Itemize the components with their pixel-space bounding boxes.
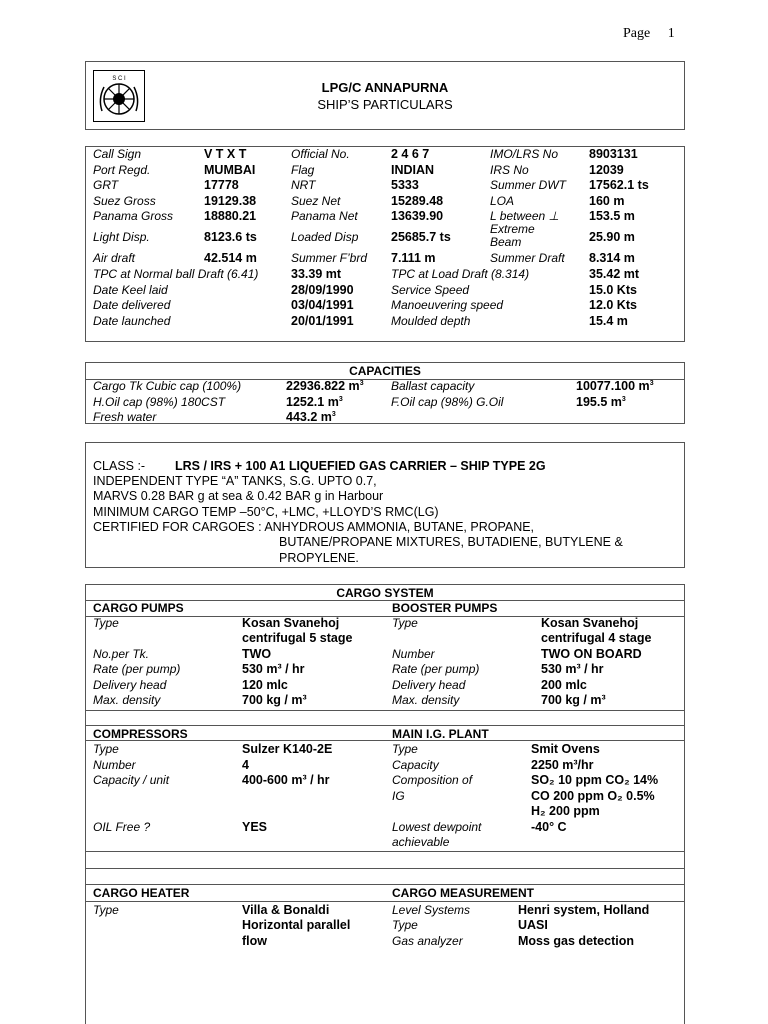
unit-superscript: 3 <box>331 410 336 418</box>
unit-superscript: 3 <box>621 395 626 403</box>
ig-plant-title: MAIN I.G. PLANT <box>392 727 489 741</box>
class-line: CERTIFIED FOR CARGOES : ANHYDROUS AMMONIA, BUTANE, PROPANE, <box>93 519 535 534</box>
compressor-label: Capacity / unit <box>93 773 170 787</box>
particular-value: 25685.7 ts <box>391 230 451 244</box>
ig-value: 2250 m³/hr <box>531 758 594 772</box>
compressor-value: YES <box>242 820 268 834</box>
particular-value: INDIAN <box>391 163 435 177</box>
heater-label: Type <box>93 903 119 917</box>
heater-value: flow <box>242 934 267 948</box>
particular-value: 160 m <box>589 194 625 208</box>
pump-label: Delivery head <box>93 678 167 692</box>
pump-label: Rate (per pump) <box>392 662 480 676</box>
cargo-system-box <box>85 584 685 1024</box>
page-number-value: 1 <box>667 26 675 41</box>
measurement-label: Gas analyzer <box>392 934 463 948</box>
particular-label: Panama Gross <box>93 209 174 223</box>
capacity-label: Cargo Tk Cubic cap (100%) <box>93 379 242 393</box>
particular-value: 20/01/1991 <box>291 314 354 328</box>
ig-label: IG <box>392 789 405 803</box>
particular-value: 33.39 mt <box>291 267 342 281</box>
particular-value: 8903131 <box>589 147 638 161</box>
pump-value: Kosan Svanehoj <box>242 616 340 630</box>
pump-label: Number <box>392 647 435 661</box>
particular-label: Call Sign <box>93 147 142 161</box>
particular-value: 153.5 m <box>589 209 635 223</box>
particular-label: NRT <box>291 178 316 192</box>
horizontal-rule <box>86 851 684 852</box>
particular-value: 2 4 6 7 <box>391 147 430 161</box>
ig-label: Type <box>392 742 418 756</box>
horizontal-rule <box>86 740 684 741</box>
ig-value: Smit Ovens <box>531 742 600 756</box>
capacity-label: H.Oil cap (98%) 180CST <box>93 395 226 409</box>
compressor-value: Sulzer K140-2E <box>242 742 333 756</box>
pump-value: centrifugal 4 stage <box>541 631 652 645</box>
ig-value: SO₂ 10 ppm CO₂ 14% <box>531 773 659 787</box>
pump-label: Delivery head <box>392 678 466 692</box>
particular-label: TPC at Normal ball Draft (6.41) <box>93 267 259 281</box>
particular-label: Panama Net <box>291 209 358 223</box>
pump-value: 530 m³ / hr <box>541 662 604 676</box>
particular-label: Suez Net <box>291 194 341 208</box>
unit-superscript: 3 <box>359 379 364 387</box>
ship-name: LPG/C ANNAPURNA <box>321 80 449 95</box>
particular-label: Extreme Beam <box>490 222 535 249</box>
particular-value: 8.314 m <box>589 251 635 265</box>
particular-value: 15.0 Kts <box>589 283 637 297</box>
ig-label: Capacity <box>392 758 439 772</box>
particular-value: 7.111 m <box>391 251 436 265</box>
particular-label: Summer F’brd <box>291 251 368 265</box>
particular-value: 12039 <box>589 163 624 177</box>
page-label: Page <box>623 26 651 41</box>
particular-value: 18880.21 <box>204 209 257 223</box>
particular-label: IMO/LRS No <box>490 147 559 161</box>
ig-value: -40° C <box>531 820 567 834</box>
capacities-box <box>85 362 685 424</box>
particulars-box <box>85 146 685 342</box>
particular-label: TPC at Load Draft (8.314) <box>391 267 530 281</box>
horizontal-rule <box>86 725 684 726</box>
particular-label: Manoeuvering speed <box>391 298 504 312</box>
booster-pumps-title: BOOSTER PUMPS <box>392 601 498 615</box>
capacity-value: 22936.822 $m^3$ <box>286 379 364 393</box>
class-line: PROPYLENE. <box>279 550 359 565</box>
particular-value: 03/04/1991 <box>291 298 354 312</box>
ig-value: H₂ 200 ppm <box>531 804 600 818</box>
measurement-label: Level Systems <box>392 903 471 917</box>
particular-label: GRT <box>93 178 119 192</box>
pump-value: TWO ON BOARD <box>541 647 642 661</box>
pump-value: centrifugal 5 stage <box>242 631 353 645</box>
horizontal-rule <box>86 901 684 902</box>
particular-label: Summer DWT <box>490 178 566 192</box>
particular-label: Flag <box>291 163 315 177</box>
particular-value: V T X T <box>204 147 247 161</box>
horizontal-rule <box>86 884 684 885</box>
particular-label: IRS No <box>490 163 529 177</box>
class-box <box>85 442 685 568</box>
particular-value: 17778 <box>204 178 239 192</box>
pump-value: 120 mlc <box>242 678 288 692</box>
class-line: MARVS 0.28 BAR g at sea & 0.42 BAR g in Harbour <box>93 489 384 504</box>
capacity-value: 10077.100 $m^3$ <box>576 379 654 393</box>
capacity-label: Ballast capacity <box>391 379 475 393</box>
compressors-title: COMPRESSORS <box>93 727 188 741</box>
particular-label: Date delivered <box>93 298 171 312</box>
particular-value: 35.42 mt <box>589 267 640 281</box>
pump-value: 200 mlc <box>541 678 587 692</box>
particular-label: Summer Draft <box>490 251 565 265</box>
particular-value: 15289.48 <box>391 194 444 208</box>
particular-value: 8123.6 ts <box>204 230 257 244</box>
particular-label: Date launched <box>93 314 171 328</box>
pump-value: TWO <box>242 647 272 661</box>
compressor-value: 400-600 m³ / hr <box>242 773 330 787</box>
horizontal-rule <box>86 710 684 711</box>
pump-label: Max. density <box>93 693 161 707</box>
measurement-value: Henri system, Holland <box>518 903 650 917</box>
particular-label: Suez Gross <box>93 194 156 208</box>
heater-value: Horizontal parallel <box>242 918 351 932</box>
ig-label: achievable <box>392 835 450 849</box>
pump-value: Kosan Svanehoj <box>541 616 639 630</box>
cargo-pumps-title: CARGO PUMPS <box>93 601 184 615</box>
particular-label: Air draft <box>93 251 136 265</box>
unit-superscript: 3 <box>649 379 654 387</box>
pump-value: 700 kg / m³ <box>242 693 307 707</box>
sci-logo <box>93 70 145 122</box>
particular-value: 5333 <box>391 178 419 192</box>
heater-value: Villa & Bonaldi <box>242 903 330 917</box>
capacities-title: CAPACITIES <box>349 364 421 378</box>
ig-value: CO 200 ppm O₂ 0.5% <box>531 789 655 803</box>
pump-label: Type <box>93 616 119 630</box>
particular-label: Port Regd. <box>93 163 151 177</box>
pump-value: 530 m³ / hr <box>242 662 305 676</box>
particular-label: Official No. <box>291 147 350 161</box>
particular-label: Loaded Disp <box>291 230 359 244</box>
page-title: SHIP’S PARTICULARS <box>317 97 453 112</box>
particular-label: Moulded depth <box>391 314 471 328</box>
pump-value: 700 kg / m³ <box>541 693 606 707</box>
class-line: MINIMUM CARGO TEMP –50°C, +LMC, +LLOYD’S RMC(LG) <box>93 504 439 519</box>
compressor-label: OIL Free ? <box>93 820 151 834</box>
particular-value: 17562.1 ts <box>589 178 649 192</box>
measurement-value: Moss gas detection <box>518 934 634 948</box>
particular-value: 42.514 m <box>204 251 257 265</box>
particular-label: Date Keel laid <box>93 283 168 297</box>
cargo-heater-title: CARGO HEATER <box>93 886 190 900</box>
pump-label: No.per Tk. <box>93 647 150 661</box>
pump-label: Max. density <box>392 693 460 707</box>
capacity-label: F.Oil cap (98%) G.Oil <box>391 395 504 409</box>
page-number <box>623 26 675 42</box>
capacity-value: 195.5 $m^3$ <box>576 395 626 409</box>
particular-label: Light Disp. <box>93 230 150 244</box>
particular-label: Service Speed <box>391 283 470 297</box>
particular-value: 19129.38 <box>204 194 257 208</box>
header-box <box>85 61 685 130</box>
compressor-value: 4 <box>242 758 249 772</box>
capacity-value: 1252.1 $m^3$ <box>286 395 343 409</box>
ig-label: Lowest dewpoint <box>392 820 482 834</box>
pump-label: Rate (per pump) <box>93 662 181 676</box>
compressor-label: Type <box>93 742 119 756</box>
class-value: LRS / IRS + 100 A1 LIQUEFIED GAS CARRIER – SHIP TYPE 2G <box>175 459 546 473</box>
class-label: CLASS :- <box>93 459 146 473</box>
measurement-label: Type <box>392 918 418 932</box>
particular-value: 28/09/1990 <box>291 283 354 297</box>
ig-label: Composition of <box>392 773 473 787</box>
compressor-label: Number <box>93 758 136 772</box>
unit-superscript: 3 <box>338 395 343 403</box>
particular-value: 12.0 Kts <box>589 298 637 312</box>
class-line: BUTANE/PROPANE MIXTURES, BUTADIENE, BUTYLENE & <box>279 535 623 550</box>
particular-label: L between ⊥ <box>490 209 559 223</box>
particular-value: MUMBAI <box>204 163 256 177</box>
svg-text:S C I: S C I <box>112 76 126 82</box>
sci-logo-icon <box>94 71 144 121</box>
particular-label: LOA <box>490 194 515 208</box>
horizontal-rule <box>86 868 684 869</box>
particular-value: 25.90 m <box>589 230 635 244</box>
cargo-measurement-title: CARGO MEASUREMENT <box>392 886 535 900</box>
pump-label: Type <box>392 616 418 630</box>
measurement-value: UASI <box>518 918 548 932</box>
cargo-system-title: CARGO SYSTEM <box>336 586 434 600</box>
particular-value: 15.4 m <box>589 314 628 328</box>
particular-value: 13639.90 <box>391 209 444 223</box>
capacity-value: 443.2 $m^3$ <box>286 410 336 424</box>
capacity-label: Fresh water <box>93 410 157 424</box>
class-line: INDEPENDENT TYPE “A” TANKS, S.G. UPTO 0.7, <box>93 474 377 488</box>
